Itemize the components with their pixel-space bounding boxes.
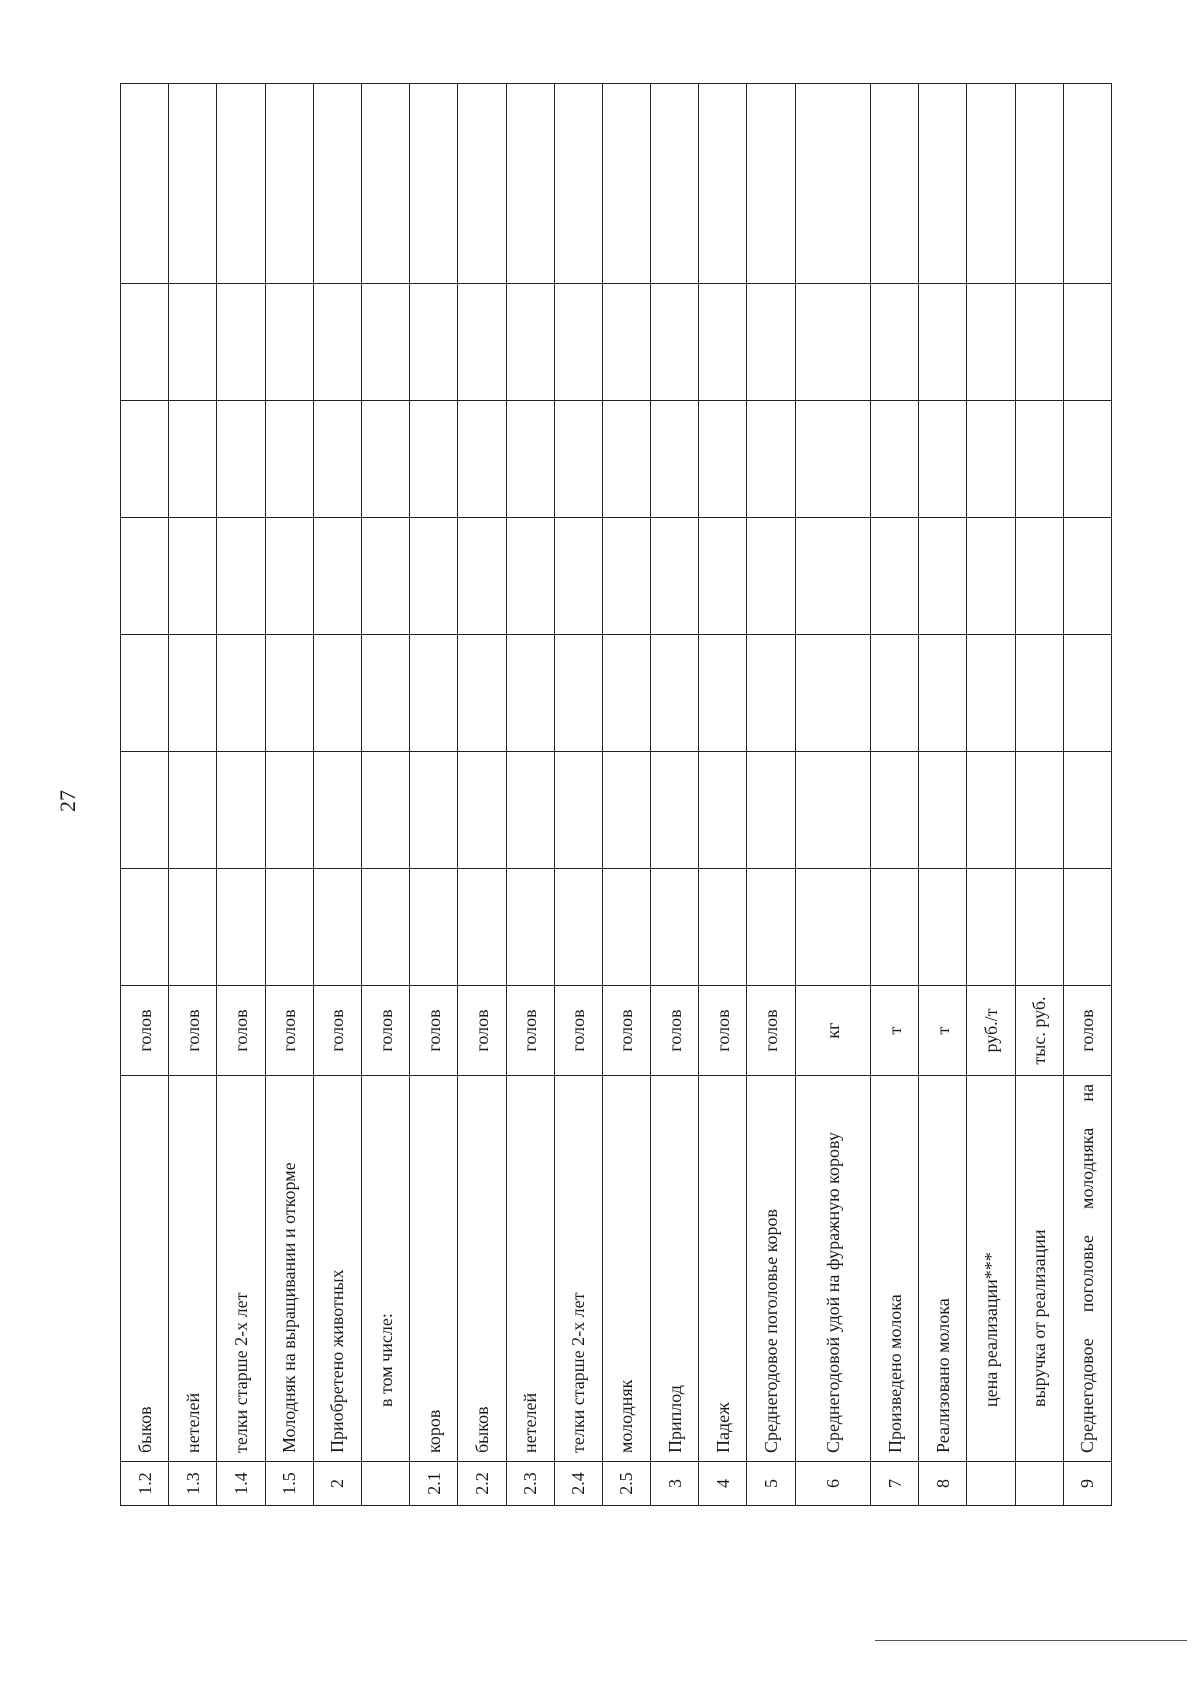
- data-cell: [217, 84, 265, 284]
- data-cell: [1063, 869, 1111, 986]
- data-cell: [121, 84, 169, 284]
- table-row: [410, 84, 458, 1506]
- data-cell: [121, 635, 169, 752]
- table-row: [795, 84, 870, 1506]
- row-number: 2.1: [410, 1462, 458, 1506]
- table-row: [871, 84, 919, 1506]
- data-cell: [1063, 635, 1111, 752]
- data-cell: [458, 869, 506, 986]
- data-cell: [554, 752, 602, 869]
- data-cell: [699, 84, 747, 284]
- row-name: Падеж: [699, 1076, 747, 1462]
- row-name: Реализовано молока: [919, 1076, 967, 1462]
- row-number: 1.3: [169, 1462, 217, 1506]
- data-cell: [651, 869, 699, 986]
- data-cell: [747, 869, 795, 986]
- row-number: [967, 1462, 1015, 1506]
- row-unit: голов: [602, 986, 650, 1076]
- table-row: [265, 84, 313, 1506]
- data-cell: [506, 635, 554, 752]
- data-cell: [747, 752, 795, 869]
- data-cell: [795, 284, 870, 401]
- data-cell: [169, 518, 217, 635]
- data-cell: [313, 869, 361, 986]
- row-unit: голов: [554, 986, 602, 1076]
- data-cell: [554, 635, 602, 752]
- table-row: [169, 84, 217, 1506]
- data-cell: [871, 518, 919, 635]
- data-cell: [651, 84, 699, 284]
- data-cell: [169, 84, 217, 284]
- row-number: 2.4: [554, 1462, 602, 1506]
- data-cell: [169, 869, 217, 986]
- data-cell: [554, 518, 602, 635]
- data-cell: [651, 284, 699, 401]
- row-unit: тыс. руб.: [1015, 986, 1063, 1076]
- data-cell: [506, 518, 554, 635]
- data-cell: [361, 401, 409, 518]
- row-unit: голов: [747, 986, 795, 1076]
- row-unit: голов: [458, 986, 506, 1076]
- data-cell: [602, 284, 650, 401]
- row-number: 9: [1063, 1462, 1111, 1506]
- data-cell: [967, 284, 1015, 401]
- data-cell: [169, 635, 217, 752]
- data-cell: [967, 635, 1015, 752]
- row-unit: голов: [506, 986, 554, 1076]
- table-row: [361, 84, 409, 1506]
- row-name: быков: [458, 1076, 506, 1462]
- data-cell: [458, 752, 506, 869]
- data-cell: [169, 401, 217, 518]
- data-cell: [795, 401, 870, 518]
- data-cell: [699, 635, 747, 752]
- data-cell: [361, 869, 409, 986]
- data-cell: [919, 752, 967, 869]
- data-cell: [217, 869, 265, 986]
- row-name: нетелей: [506, 1076, 554, 1462]
- data-cell: [458, 518, 506, 635]
- row-name: Среднегодовое поголовье коров: [747, 1076, 795, 1462]
- data-cell: [651, 518, 699, 635]
- data-cell: [699, 518, 747, 635]
- data-cell: [1063, 401, 1111, 518]
- data-cell: [313, 401, 361, 518]
- row-name: выручка от реализации: [1015, 1076, 1063, 1462]
- row-number: [361, 1462, 409, 1506]
- data-cell: [795, 518, 870, 635]
- data-cell: [699, 401, 747, 518]
- data-cell: [747, 84, 795, 284]
- row-number: 4: [699, 1462, 747, 1506]
- data-cell: [602, 869, 650, 986]
- row-unit: голов: [265, 986, 313, 1076]
- data-cell: [554, 84, 602, 284]
- data-cell: [699, 284, 747, 401]
- data-cell: [169, 752, 217, 869]
- data-cell: [506, 401, 554, 518]
- data-cell: [871, 635, 919, 752]
- row-unit: голов: [169, 986, 217, 1076]
- data-cell: [121, 401, 169, 518]
- row-unit: голов: [699, 986, 747, 1076]
- row-unit: голов: [313, 986, 361, 1076]
- row-number: 7: [871, 1462, 919, 1506]
- table-row: [602, 84, 650, 1506]
- row-number: [1015, 1462, 1063, 1506]
- data-cell: [747, 401, 795, 518]
- data-cell: [361, 752, 409, 869]
- row-name: быков: [121, 1076, 169, 1462]
- row-number: 5: [747, 1462, 795, 1506]
- row-number: 2.3: [506, 1462, 554, 1506]
- data-cell: [506, 284, 554, 401]
- data-cell: [410, 518, 458, 635]
- table-row: [651, 84, 699, 1506]
- data-cell: [747, 518, 795, 635]
- row-unit: голов: [651, 986, 699, 1076]
- data-cell: [871, 84, 919, 284]
- data-cell: [361, 284, 409, 401]
- data-cell: [361, 84, 409, 284]
- data-cell: [121, 869, 169, 986]
- data-cell: [602, 84, 650, 284]
- data-cell: [121, 284, 169, 401]
- data-cell: [651, 635, 699, 752]
- row-unit: голов: [361, 986, 409, 1076]
- data-cell: [871, 752, 919, 869]
- data-cell: [919, 635, 967, 752]
- table-row: [699, 84, 747, 1506]
- data-cell: [169, 284, 217, 401]
- table-row: [1015, 84, 1063, 1506]
- row-name: Приплод: [651, 1076, 699, 1462]
- data-cell: [1015, 752, 1063, 869]
- row-unit: голов: [1063, 986, 1111, 1076]
- data-cell: [602, 635, 650, 752]
- data-cell: [602, 752, 650, 869]
- data-cell: [795, 84, 870, 284]
- data-cell: [795, 752, 870, 869]
- row-name: коров: [410, 1076, 458, 1462]
- data-cell: [871, 284, 919, 401]
- table-row: [217, 84, 265, 1506]
- data-cell: [919, 84, 967, 284]
- row-number: 2.2: [458, 1462, 506, 1506]
- table-row: [967, 84, 1015, 1506]
- table-row: [747, 84, 795, 1506]
- row-name: в том числе:: [361, 1076, 409, 1462]
- row-unit: руб./т: [967, 986, 1015, 1076]
- row-name: Среднегодовой удой на фуражную корову: [795, 1076, 870, 1462]
- data-cell: [121, 752, 169, 869]
- data-cell: [967, 869, 1015, 986]
- data-cell: [506, 869, 554, 986]
- data-cell: [699, 752, 747, 869]
- data-cell: [313, 518, 361, 635]
- data-cell: [554, 869, 602, 986]
- data-cell: [265, 84, 313, 284]
- data-cell: [313, 284, 361, 401]
- data-cell: [795, 869, 870, 986]
- livestock-table: [120, 83, 1112, 1506]
- data-cell: [458, 401, 506, 518]
- data-cell: [506, 84, 554, 284]
- data-cell: [1015, 284, 1063, 401]
- data-cell: [410, 401, 458, 518]
- data-cell: [747, 284, 795, 401]
- row-number: 2: [313, 1462, 361, 1506]
- row-unit: т: [871, 986, 919, 1076]
- table-row: [458, 84, 506, 1506]
- table-row: [919, 84, 967, 1506]
- data-cell: [919, 518, 967, 635]
- data-cell: [699, 869, 747, 986]
- row-name: Приобретено животных: [313, 1076, 361, 1462]
- data-cell: [265, 518, 313, 635]
- row-name: Среднегодовое поголовье молодняка на: [1063, 1076, 1111, 1462]
- data-cell: [458, 635, 506, 752]
- data-cell: [458, 84, 506, 284]
- data-cell: [361, 635, 409, 752]
- data-cell: [1015, 635, 1063, 752]
- row-name: цена реализации***: [967, 1076, 1015, 1462]
- data-cell: [919, 869, 967, 986]
- data-cell: [554, 284, 602, 401]
- row-number: 8: [919, 1462, 967, 1506]
- data-cell: [602, 518, 650, 635]
- data-cell: [410, 284, 458, 401]
- data-cell: [602, 401, 650, 518]
- data-cell: [313, 752, 361, 869]
- data-cell: [265, 284, 313, 401]
- data-cell: [1063, 84, 1111, 284]
- data-cell: [506, 752, 554, 869]
- page-number: 27: [55, 790, 80, 812]
- data-cell: [871, 401, 919, 518]
- data-cell: [795, 635, 870, 752]
- row-name: телки старше 2-х лет: [217, 1076, 265, 1462]
- data-cell: [967, 518, 1015, 635]
- row-number: 3: [651, 1462, 699, 1506]
- table-row: [506, 84, 554, 1506]
- data-cell: [217, 401, 265, 518]
- data-cell: [265, 752, 313, 869]
- row-number: 1.2: [121, 1462, 169, 1506]
- data-cell: [1015, 401, 1063, 518]
- data-cell: [313, 84, 361, 284]
- data-cell: [871, 869, 919, 986]
- data-cell: [458, 284, 506, 401]
- data-cell: [1015, 518, 1063, 635]
- data-cell: [919, 401, 967, 518]
- data-cell: [217, 752, 265, 869]
- data-cell: [265, 635, 313, 752]
- data-cell: [967, 752, 1015, 869]
- data-cell: [217, 284, 265, 401]
- row-name: Произведено молока: [871, 1076, 919, 1462]
- table-row: [313, 84, 361, 1506]
- row-name: Молодняк на выращивании и откорме: [265, 1076, 313, 1462]
- data-cell: [313, 635, 361, 752]
- data-cell: [1063, 518, 1111, 635]
- data-cell: [967, 401, 1015, 518]
- data-cell: [217, 518, 265, 635]
- data-cell: [410, 752, 458, 869]
- data-cell: [651, 401, 699, 518]
- data-cell: [1063, 752, 1111, 869]
- data-cell: [747, 635, 795, 752]
- row-unit: кг: [795, 986, 870, 1076]
- data-cell: [651, 752, 699, 869]
- row-name: нетелей: [169, 1076, 217, 1462]
- footnote-separator-line: [875, 1640, 1187, 1641]
- data-cell: [121, 518, 169, 635]
- row-unit: т: [919, 986, 967, 1076]
- data-cell: [554, 401, 602, 518]
- data-cell: [1015, 84, 1063, 284]
- data-cell: [361, 518, 409, 635]
- row-number: 1.5: [265, 1462, 313, 1506]
- data-cell: [410, 869, 458, 986]
- row-unit: голов: [217, 986, 265, 1076]
- data-cell: [265, 869, 313, 986]
- data-cell: [265, 401, 313, 518]
- data-cell: [1063, 284, 1111, 401]
- row-name: телки старше 2-х лет: [554, 1076, 602, 1462]
- data-cell: [967, 84, 1015, 284]
- row-name: молодняк: [602, 1076, 650, 1462]
- table-row: [554, 84, 602, 1506]
- rotated-table-container: [120, 84, 1112, 1506]
- table-row: [1063, 84, 1111, 1506]
- row-number: 1.4: [217, 1462, 265, 1506]
- data-cell: [410, 84, 458, 284]
- row-number: 2.5: [602, 1462, 650, 1506]
- data-cell: [919, 284, 967, 401]
- data-cell: [410, 635, 458, 752]
- row-unit: голов: [410, 986, 458, 1076]
- data-cell: [217, 635, 265, 752]
- table-row: [121, 84, 169, 1506]
- data-cell: [1015, 869, 1063, 986]
- row-number: 6: [795, 1462, 870, 1506]
- row-unit: голов: [121, 986, 169, 1076]
